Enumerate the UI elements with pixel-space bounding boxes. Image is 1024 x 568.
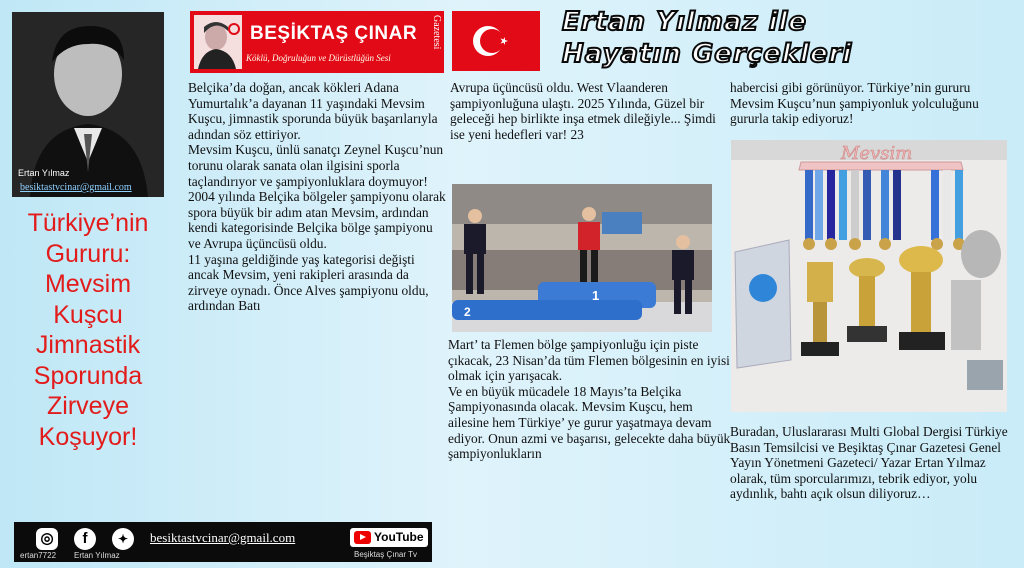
- newspaper-side-text: Gazetesi: [431, 15, 442, 50]
- paragraph: 11 yaşına geldiğinde yaş kategorisi değişti ancak Mevsim, yeni rakipleri arasında da zirveye oynadı. Önce Alves şampiyonu oldu, ardından Batı: [188, 251, 429, 314]
- facebook-name: Ertan Yılmaz: [74, 551, 120, 560]
- podium-second-label: 2: [464, 305, 471, 319]
- paragraph: Avrupa üçüncüsü oldu. West Vlaanderen şampiyonluğuna ulaştı. 2025 Yılında, Güzel bir geleceği hep birlikte inşa etmek dileğiyle... Şimdi ise yeni hedefleri var! 23: [450, 80, 716, 142]
- podium-photo: [452, 184, 712, 332]
- author-email-link[interactable]: besiktastvcinar@gmail.com: [20, 182, 132, 193]
- ataturk-portrait: [194, 15, 242, 69]
- article-column-2-top: [450, 80, 730, 142]
- headline-line: Jimnastik: [35, 331, 141, 359]
- youtube-channel: Beşiktaş Çınar Tv: [354, 550, 417, 559]
- podium-first-label: 1: [592, 288, 600, 303]
- paragraph: Buradan, Uluslararası Multi Global Dergisi Türkiye Basın Temsilcisi ve Beşiktaş Çınar Gazetesi Genel Yayın Yönetmeni Gazeteci/ Yazar Ertan Yılmaz olarak, tüm sporcularımızı, tebrik ediyor, yolu aydınlık, bahtı açık olsun diliyoruz…: [730, 424, 1008, 502]
- headline-line: Zirveye: [47, 392, 129, 420]
- turkish-flag: [452, 11, 540, 71]
- youtube-label: YouTube: [374, 530, 424, 544]
- author-caption: Ertan Yılmaz: [18, 168, 70, 178]
- article-column-3-top: [730, 80, 1014, 127]
- column-title: [562, 6, 998, 72]
- paragraph: Ve en büyük mücadele 18 Mayıs’ta Belçika Şampiyonasında olacak. Mevsim Kuşcu, hem ailesine hem Türkiye’ ye gurur yaşatmaya devam ediyor. Onun azmi ve başarısı, gelecekte daha büyük şampiyonlukların: [448, 383, 731, 462]
- instagram-icon[interactable]: ◎: [36, 528, 58, 550]
- newspaper-slogan: Köklü, Doğruluğun ve Dürüstlüğün Sesi: [246, 53, 391, 63]
- author-photo: [12, 12, 164, 197]
- paragraph: Belçika’da doğan, ancak kökleri Adana Yumurtalık’a dayanan 11 yaşındaki Mevsim Kuşcu, jimnastik sporunda büyük başarılarıyla adından söz ettiriyor.: [188, 80, 438, 142]
- youtube-logo[interactable]: [350, 528, 428, 547]
- medals-trophies-photo: [731, 140, 1007, 412]
- article-column-2-bottom: [448, 337, 732, 462]
- column-title-line: Ertan Yılmaz ile: [562, 7, 808, 37]
- twitter-icon[interactable]: ✦: [112, 528, 134, 550]
- social-bar: [14, 522, 432, 562]
- column-title-line: Hayatın Gerçekleri: [562, 39, 853, 69]
- social-email-link[interactable]: besiktastvcinar@gmail.com: [150, 530, 296, 545]
- paragraph: 2004 yılında Belçika bölgeler şampiyonu olarak spora büyük bir adım atan Mevsim, ardından kendi kategorisinde Belçika bölge şampiyonu ve Avrupa üçüncüsü oldu.: [188, 189, 446, 251]
- headline-line: Koşuyor!: [38, 422, 138, 451]
- paragraph: habercisi gibi görünüyor. Türkiye’nin gururu Mevsim Kuşcu’nun şampiyonluk yolculuğunu gururla takip ediyoruz!: [730, 80, 979, 127]
- crescent-star-icon: [452, 11, 540, 71]
- headline-line: Kuşcu: [53, 300, 123, 329]
- youtube-play-icon: [354, 531, 371, 544]
- newspaper-name: BEŞİKTAŞ ÇINAR: [250, 23, 418, 44]
- facebook-icon[interactable]: f: [74, 528, 96, 550]
- paragraph: Mart’ ta Flemen bölge şampiyonluğu için piste çıkacak, 23 Nisan’da tüm Flemen bölgesinin en iyisi olmak için yarışacak.: [448, 337, 730, 384]
- headline-line: Gururu:: [45, 239, 131, 268]
- paragraph: Mevsim Kuşcu, ünlü sanatçı Zeynel Kuşcu’nun torunu olarak sanata olan ilgisini sporla taçlandırıyor ve şampiyonluklara doymuyor!: [188, 142, 444, 189]
- article-column-1: [188, 80, 448, 314]
- medal-rack-label: Mevsim: [841, 143, 913, 164]
- headline-line: Türkiye’nin: [27, 209, 149, 237]
- headline-line: Sporunda: [33, 361, 143, 390]
- headline-line: Mevsim: [44, 270, 132, 298]
- article-headline: [6, 208, 170, 452]
- newspaper-logo: [190, 11, 444, 73]
- instagram-handle: ertan7722: [20, 551, 57, 560]
- article-column-3-bottom: [730, 424, 1016, 502]
